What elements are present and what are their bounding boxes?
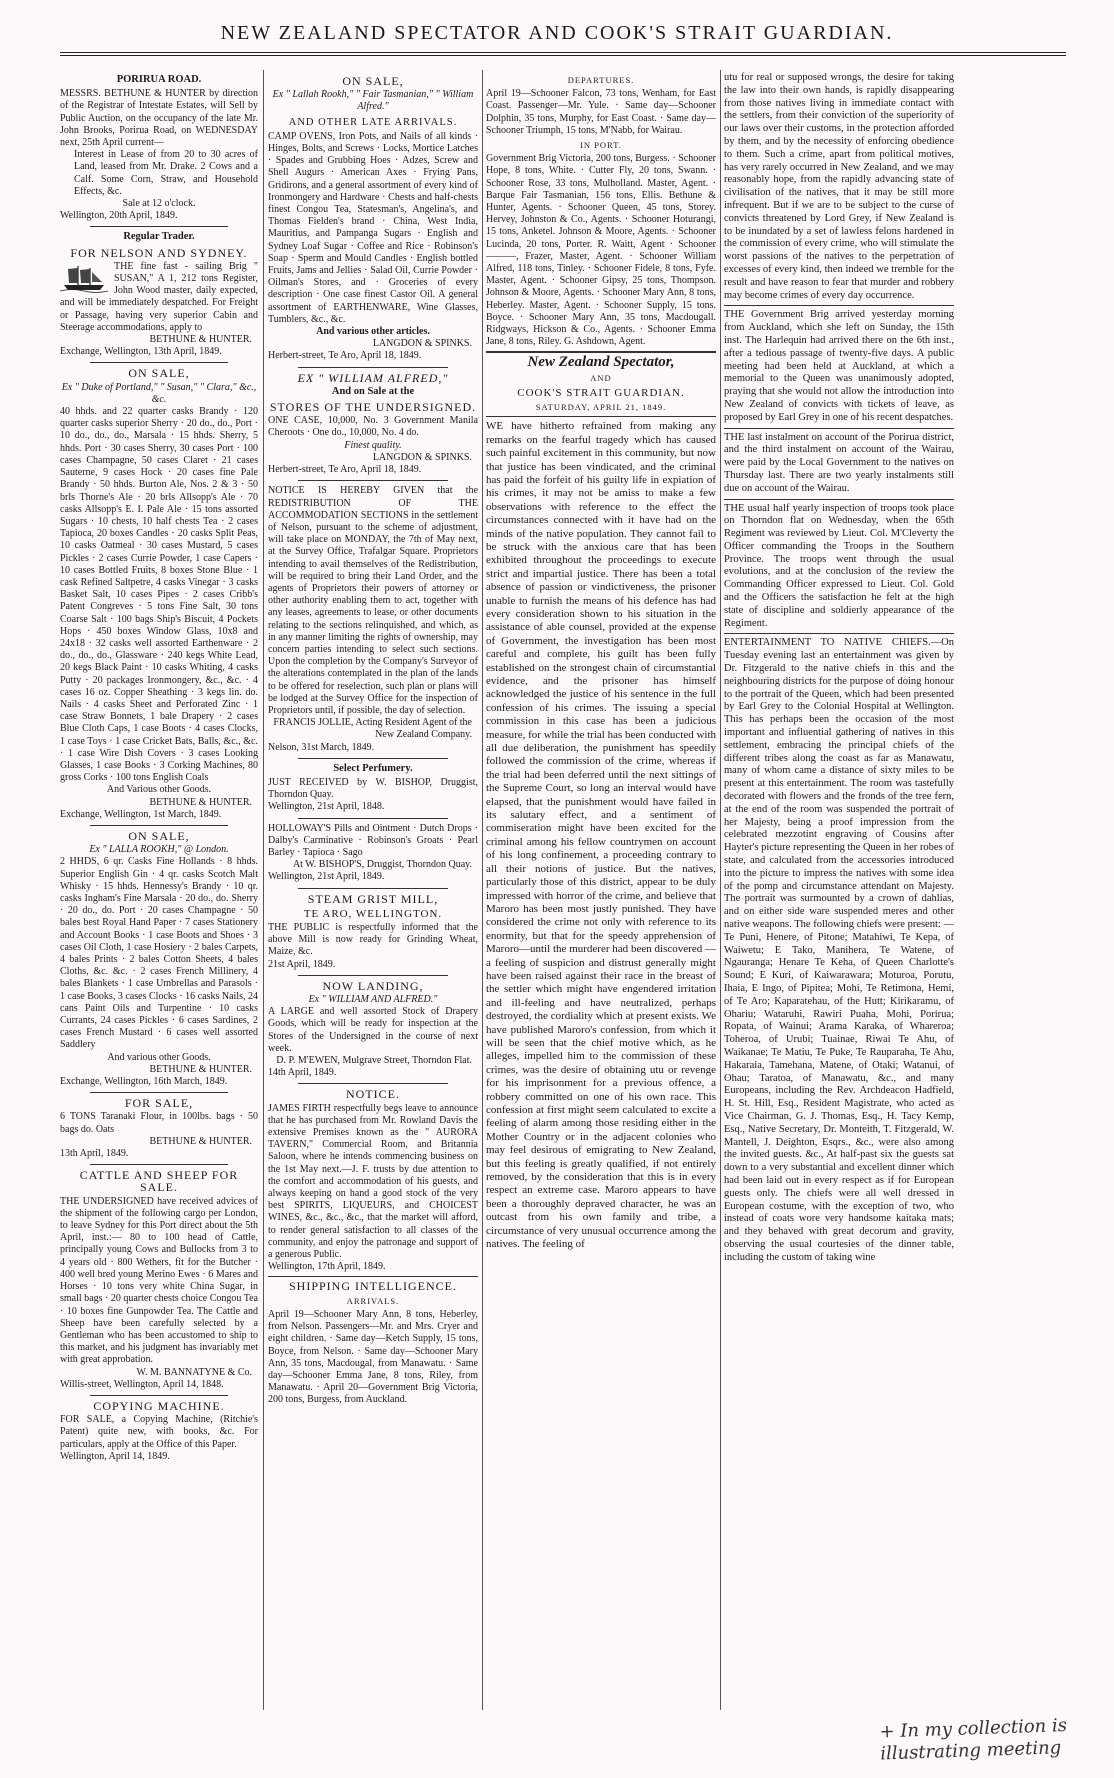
copying-date: Wellington, April 14, 1849. [60, 1450, 170, 1462]
sale3-heading: FOR SALE, [124, 1096, 194, 1111]
column-4 [724, 72, 954, 1712]
arrivals-other: And various other articles. [316, 326, 430, 338]
firth-notice-body: JAMES FIRTH respectfully begs leave to announce that he has purchased from Mr. Rowland Davis the extensive Premises known as the " AURORA TAVERN," Commercial Room, and Britannia Saloon, where he intends commencing business on the 1st May next.—J. F. trusts by due attention to the comfort and accommodation of his guests, and always keeping on hand a good stock of the very best SPIRITS, LIQUEURS, and CHOICEST WINES, &c., &c., &c., that the market will afford, to render general satisfaction to all classes of the community, and enjoy the patronage and support of a generous Public. [268, 1102, 478, 1261]
arrivals-signature: LANGDON & SPINKS. [372, 338, 472, 350]
column-3 [486, 72, 716, 1712]
firth-notice-date: Wellington, 17th April, 1849. [268, 1261, 386, 1273]
divider [90, 825, 228, 826]
wa-date: Herbert-street, Te Aro, April 18, 1849. [268, 464, 422, 476]
porirua-items: Interest in Lease of from 20 to 30 acres of Land, leased from Mr. Drake. 2 Cows and a Calf. Some Corn, Straw, and Household Effects, &c. [74, 149, 258, 197]
sale2-list: 2 HHDS, 6 qr. Casks Fine Hollands · 8 hhds. Superior English Gin · 4 qr. casks Scotch Malt Whisky · 15 hhds. Hennessy's Brandy · 10 qr. casks Ingham's Fine Marsala · 20 do., do. Sherry · 20 do., do. Port · 20 cases Champagne · 50 bales best Royal Hand Paper · 7 cases Stationery and Account Books · 1 case Boots and Shoes · 3 cases Oil Cloth, 1 case Hosiery · 2 bales Carpets, 4 bales Prints · 2 bales Cotton Sheets, 4 bales Cloths, &c. &c. · 2 cases French Millinery, 4 bales Blankets · 1 case Umbrellas and Parasols · 1 case Books, 3 cases Clocks · 16 casks Nails, 24 cans Paint Oils and Turpentine · 10 casks Currants, 24 cases Pickles · 6 cases Sardines, 2 cases French Mustard · 6 cases well assorted Saddlery [60, 856, 258, 1051]
column-divider [482, 70, 483, 1710]
perfumery-body: JUST RECEIVED by W. BISHOP, Druggist, Thorndon Quay. [268, 776, 478, 801]
trader-signature: BETHUNE & HUNTER. [149, 334, 252, 346]
nelson-notice-body: NOTICE IS HEREBY GIVEN that the REDISTRIBUTION OF THE ACCOMMODATION SECTIONS in the settlement of Nelson, pursuant to the scheme of adjustment, will take place on MONDAY, the 7th of May next, at the Survey Office, Trafalgar Square. Proprietors intending to avail themselves of the Redistribution, will be required to bring their Land Order, and the agents of Proprietors their powers of attorney or other authority enabling them to act, together with any leases, agreements to lease, or other documents relating to the sections relinquished, and which, as in any manner limiting the rights of ownership, may concern parties intending to select such sections. Upon the completion by the Company's Surveyor of the alterations contemplated in the plan of the lands to be offered for reselection, such plan or plans will be lodged at the Survey Office for the inspection of Proprietors until, if possible, the day of selection. [268, 485, 478, 716]
mill-subheading: TE ARO, WELLINGTON. [303, 907, 443, 920]
sale1-list: 40 hhds. and 22 quarter casks Brandy · 120 quarter casks superior Sherry · 20 do., do., Port · 10 do., do., do., Marsala · 15 hhds. Sherry, 5 hhds. Port · 30 cases Sherry, 30 cases Port · 100 cases Champagne, 50 cases Claret · 21 cases Sauterne, 9 cases Hock · 20 cases fine Pale Brandy · 50 hhds. Burton Ale, Nos. 2 & 3 · 50 brls Thorne's Ale · 20 brls Allsopp's Ale · 70 casks Allsopp's E. I. Pale Ale · 15 tons assorted Sugars · 10 chests, 10 half chests Tea · 2 cases Tapioca, 20 boxes Candles · 20 casks Split Peas, 10 casks Oatmeal · 30 cases Mustard, 5 cases Pickles · 2 cases Currie Powder, 1 case Capers · 10 cases Bottled Fruits, 8 boxes Stone Blue · 1 cask Refined Saltpetre, 4 casks Vinegar · 3 casks Basket Salt, 10 cases Pipes · 2 cases Cribb's Patent Congreves · 5 tons Fine Salt, 30 tons Coarse Salt · 100 bags Ship's Biscuit, 4 Pockets Hops · 450 boxes Window Glass, 10x8 and 24x18 · 32 casks well assorted Earthenware · 2 do., do., do., Glassware · 240 kegs White Lead, 20 kegs Black Paint · 10 casks Whiting, 4 casks Putty · 20 packages Ironmongery, &c., &c. · 4 cases 16 oz. Copper Sheathing · 3 kegs lin. do. Nails · 4 casks Sheet and Perforated Zinc · 1 case Straw Bonnets, 1 bale Drapery · 2 cases Blue Cloth Caps, 1 case Boots · 4 cases Clocks, 1 case Toys · 1 case Cricket Bats, Balls, &c., &c. · 1 case Wire Dish Covers · 3 cases Looking Glasses, 1 case Books · 3 Corking Machines, 80 gross Corks · 100 tons English Coals [60, 406, 258, 784]
porirua-body: MESSRS. BETHUNE & HUNTER by direction of the Registrar of Intestate Estates, will Sell by Public Auction, on the occupancy of the late Mr. John Brooks, Porirua Road, on WEDNESDAY next, 25th April current— [60, 88, 258, 149]
divider [90, 362, 228, 363]
divider [298, 1083, 448, 1084]
divider [724, 633, 954, 634]
wa-quality: Finest quality. [344, 439, 402, 451]
masthead-rule-bottom [60, 55, 1066, 56]
divider [90, 1395, 228, 1396]
divider [298, 480, 448, 481]
sale3-signature: BETHUNE & HUNTER. [149, 1135, 252, 1147]
divider [486, 351, 716, 353]
paper-dateline: SATURDAY, APRIL 21, 1849. [535, 402, 667, 413]
copying-heading: COPYING MACHINE. [93, 1398, 225, 1413]
arrivals-label: ARRIVALS. [346, 1295, 400, 1306]
arrivals-date: Herbert-street, Te Aro, April 18, 1849. [268, 350, 422, 362]
landing-date: 14th April, 1849. [268, 1067, 337, 1079]
shipping-heading: SHIPPING INTELLIGENCE. [289, 1279, 457, 1294]
cattle-heading: CATTLE AND SHEEP FOR SALE. [79, 1168, 239, 1195]
sale1-date: Exchange, Wellington, 1st March, 1849. [60, 808, 222, 820]
divider [298, 888, 448, 889]
departures-label: DEPARTURES. [567, 75, 635, 85]
cattle-date: Willis-street, Wellington, April 14, 1848. [60, 1378, 224, 1390]
native-chiefs-news: ENTERTAINMENT TO NATIVE CHIEFS.—On Tuesday evening last an entertainment was given by Dr. Fitzgerald to the native chiefs in this and the neighbouring districts for the purpose of doing honour to the portrait of the Queen, which had been presented by Earl Grey to the Colonial Hospital at Wellington. This has perhaps been the occasion of the most important and influential gathering of natives in this settlement, embracing the principal chiefs of the different tribes along the coast as far as Manawatu, many of whom came a distance of sixty miles to be present at this entertainment. The room was tastefully decorated with flowers and the fronds of the tree fern, at the end of the room was suspended the portrait of her Majesty, being a proof impression from the celebrated mezzotint engraving of Cousins after Hayter's picture representing the Queen in her robes of state, and calculated from the accessories introduced into the picture to impress the natives with some idea of the pomp and circumstance attendant on Majesty. The portrait was surmounted by a crown of dahlias, and on either side ware suspended meres and other native weapons. The following chiefs were present: —Te Puni, Henere, of Pitone; Matahiwi, Te Kepa, of Waiwetu; E Tako, Manihera, Te Watene, of Ngauranga; Henare Te Keha, of Queen Charlotte's Sound; E Kuri, of Kaiwarawara; Moturoa, Porutu, Ihaia, E Ingo, of Pipitea; Mohi, Te Retimona, Hemi, of Te Aro; Kaparatehau, of the Hutt; Kirikaramu, of Ohariu; Wataruhi, Rawiri Puaha, Mohi, Porirua; Ropata, of Wainui; Arama Karaka, of Whareroa; Toheroa, of Urubi; Tuainae, Riwai Te Ahu, of Waikanae; Te Matiu, Te Puke, Te Rauparaha, Te Ahu, Hakaraia, Tamehana, Matene, of Otaki; Watanui, of Ohau; Taratoa, of Manawatu, &c., and many Europeans, including the Rev. Archdeacon Hadfield, H. St. Hill, Esq., Resident Magistrate, who acted as Vice Chairman, G. J. Thomas, Esq., H. Tacy Kemp, Esq., Native Secretary, Dr. Monteith, T. Fitzgerald, W. Mantell, J. Deighton, Esqrs., &c., were also among the invited guests. &c., At half-past six the guests sat down to a very substantial and excellent dinner which had been laid out in every respect as if for European guests only. The chiefs were all well dressed in European costume, with the exception of two, who instead of coats wore very handsome kaitaka mats; and they behaved with great decorum and gravity, observing the usual courtesies of the dinner table, including the custom of taking wine [724, 637, 954, 1263]
masthead-rule-top [60, 52, 1066, 53]
divider [724, 428, 954, 429]
nelson-notice-signature: FRANCIS JOLLIE, Acting Resident Agent of the New Zealand Company. [273, 717, 472, 741]
wa-subheading: And on Sale at the [331, 385, 415, 397]
column-divider [720, 70, 721, 1710]
trader-date: Exchange, Wellington, 13th April, 1849. [60, 346, 222, 358]
divider [486, 416, 716, 417]
editorial-continued: utu for real or supposed wrongs, the desire for taking the law into their own hands, is rapidly disappearing from those natives living in immediate contact with the settlers, from their conviction of the superiority of our laws over their customs, in the protection afforded by them, and by the necessity of enforcing obedience to them. Such a crime, apart from political motives, has very rarely occurred in New Zealand, and we may reasonably hope, from the rapidly advancing state of civilisation of the natives, that it may be still more infrequent. But if we are to be subject to the curse of convicts threatened by Lord Grey, if New Zealand is to be inundated by a set of lawless felons hardened in the commission of every crime, who will stimulate the worst passions of the natives to the perpetration of excesses of every kind, then indeed we tremble for the result and have reason to fear that murder and robbery may become crimes of every day occurrence. [724, 72, 954, 301]
copying-body: FOR SALE, a Copying Machine, (Ritchie's Patent) quite new, with books, &c. For particulars, apply at the Office of this Paper. [60, 1414, 258, 1450]
holloway-signature: At W. BISHOP'S, Druggist, Thorndon Quay. [292, 859, 472, 871]
nelson-notice-date: Nelson, 31st March, 1849. [268, 741, 375, 753]
porirua-heading: PORIRUA ROAD. [116, 74, 202, 85]
sale3-date: 13th April, 1849. [60, 1148, 129, 1160]
shipping-arrivals: April 19—Schooner Mary Ann, 8 tons, Heberley, from Nelson. Passengers—Mr. and Mrs. Cryer and eight children. · Same day—Ketch Supply, 15 tons, Boyce, from Nelson. · Same day—Schooner Mary Ann, 35 tons, Macdougal, from Manawatu. · Same day—Schooner Emma Jane, 8 tons, Riley, from Manawatu. · April 20—Government Brig Victoria, 200 tons, Burgess, from Auckland. [268, 1308, 478, 1406]
arrivals-heading: AND OTHER LATE ARRIVALS. [288, 116, 458, 128]
landing-heading: NOW LANDING, [322, 978, 424, 993]
ship-icon [60, 263, 108, 293]
wa-heading: EX " WILLIAM ALFRED," [297, 370, 449, 385]
perfumery-heading: Select Perfumery. [333, 762, 413, 774]
perfumery-date: Wellington, 21st April, 1848. [268, 801, 385, 813]
trader-body: THE fine fast - sailing Brig " SUSAN," A 1, 212 tons Register, John Wood master, daily expected, and will be immediately despatched. For Freight or Passage, having very superior Cabin and Steerage accommodations, apply to [60, 260, 258, 333]
wa-signature: LANGDON & SPINKS. [372, 451, 472, 463]
sale2-ex: Ex " LALLA ROOKH," @ London. [89, 844, 229, 856]
sale2-date: Exchange, Wellington, 16th March, 1849. [60, 1076, 228, 1088]
column-1 [60, 72, 258, 1712]
sale1-signature: BETHUNE & HUNTER. [149, 796, 252, 808]
divider [90, 1092, 228, 1093]
firth-notice-heading: NOTICE. [346, 1087, 400, 1102]
landing-ex: Ex " WILLIAM AND ALFRED." [308, 994, 438, 1006]
divider [298, 758, 448, 759]
sale2-signature: BETHUNE & HUNTER. [149, 1063, 252, 1075]
cattle-signature: W. M. BANNATYNE & Co. [136, 1366, 252, 1378]
landing-signature: D. P. M'EWEN, Mulgrave Street, Thorndon Flat. [276, 1055, 472, 1067]
mill-date: 21st April, 1849. [268, 958, 336, 970]
paper-title: New Zealand Spectator, [527, 354, 675, 371]
column-divider [263, 70, 264, 1710]
divider [298, 367, 448, 368]
troops-news: THE usual half yearly inspection of troops took place on Thorndon flat on Wednesday, when the 65th Regiment was reviewed by Lieut. Col. M'Cleverty the Officer commanding the Troops in the Southern Province. The troops went through the usual evolutions, and at the conclusion of the review the Commanding Officer expressed to Lieut. Col. Gold and the Officers the satisfaction he felt at the high state of discipline and soldierly appearance of the Regiment. [724, 502, 954, 629]
divider [298, 818, 448, 819]
masthead: NEW ZEALAND SPECTATOR AND COOK'S STRAIT GUARDIAN. [220, 22, 894, 44]
in-port-list: Government Brig Victoria, 200 tons, Burgess. · Schooner Hope, 8 tons, White. · Cutter Fly, 20 tons, Swann. · Schooner Rose, 33 tons, Mulholland. Master, Agent. · Barque Fair Tasmanian, 156 tons, Ellis. Bethune & Hunter, Agents. · Schooner Queen, 45 tons, Storey. Hervey, Johnston & Co., Agents. · Schooner Hoturangi, 15 tons, Anketel. Johnson & Moore, Agents. · Schooner Lucinda, 20 tons, Porter. R. Waitt, Agent · Schooner ———, Frazer, Master, Agent. · Schooner William Alfred, 118 tons, Tinley. · Schooner Fidele, 8 tons, Fyfe. Master, Agent. · Schooner Gipsy, 25 tons, Thompson. Johnson & Moore, Agents. · Schooner Mary Ann, 8 tons, Heberley. Master, Agent. · Schooner Supply, 15 tons. Boyce. · Schooner Mary Ann, 35 tons, Macdougall. Ridgways, Hickson & Co., Agents. · Schooner Emma Jane, 8 tons, Riley. G. Ashdown, Agent. [486, 153, 716, 348]
divider [90, 226, 228, 227]
handwritten-annotation: + In my collection is illustrating meeting [879, 1714, 1068, 1765]
wa-stores: STORES OF THE UNDERSIGNED. [269, 400, 477, 415]
arrivals-list: CAMP OVENS, Iron Pots, and Nails of all kinds · Hinges, Bolts, and Screws · Locks, Mortice Latches · Spades and Grubbing Hoes · Adzes, Screw and Shell Augurs · American Axes · Frying Pans, Gridirons, and a general assortment of every kind of Ironmongery and Hardware · Chests and half-chests finest Congou Tea, Statesman's, Angelina's, and Thomas Fielden's brand · China, West India, Mauritius, and Pampanga Sugars · English and Sydney Loaf Sugar · Coffee and Rice · Robinson's Soap · Sperm and Mould Candles · English bottled Fruits, Jams and Jellies · Salad Oil, Currie Powder · Oilman's Stores, and · Groceries of every description · One case finest Castor Oil. A general assortment of EARTHENWARE, Wine Glasses, Tumblers, &c., &c. [268, 130, 478, 325]
wa-body: ONE CASE, 10,000, No. 3 Government Manila Cheroots · One do., 10,000, No. 4 do. [268, 415, 478, 439]
porirua-sale-time: Sale at 12 o'clock. [122, 198, 196, 210]
instalment-news: THE last instalment on account of the Porirua district, and the third instalment on account of the Wairau, were paid by the Local Government to the natives on Thursday last. There are two yearly instalments still due on account of the Wairau. [724, 431, 954, 494]
paper-title-and: AND [590, 372, 612, 383]
sale2-heading: ON SALE, [128, 828, 190, 843]
editorial-body: WE have hitherto refrained from making any remarks on the fearful tragedy which has caused such painful excitement in this community, but now that justice has been vindicated, and the criminal has paid the forfeit of his guilty life in expiation of his crimes, it may not be amiss to make a few observations with reference to the effect the circumstances connected with it have had on the minds of the native population. They cannot fail to be struck with the anxious care that has been exhibited throughout the proceedings to execute strict and impartial justice. There has been a total absence of passion or vindictiveness, the prisoner unable to furnish the means of his defence has had every consideration shown to his situation in the assistance of able counsel, provided at the expense of Government, the investigation has been most careful and complete, his guilt has been fully established on the strongest chain of circumstantial evidence, and the prisoner has himself acknowledged the justice of his sentence in the full confession of his crimes. The issuing a special commission in this case has been a judicious measure, for while the trial has been conducted with all due deliberation, the punishment has speedily followed the commission of the crime, whereas if the trial had been deferred until the next sittings of the Supreme Court, so long an interval would have elapsed, that the punishment would have failed in its salutary effect, and a sentiment of commiseration might have been excited for the criminal among his fellow countrymen on account of his long confinement, a proceeding contrary to all their notions of justice. But the natives, particularly those of this district, appear to be duly impressed with horror of the crime, and believe that Maroro has been most justly punished. They have considered the crime not only with reference to its enormity, but that for the speedy apprehension of Maroro—until the murderer had been discovered — a feeling of suspicion and distrust generally might have been raised against their race in the breast of the settler which might have engendered irritation and ill-feeling and have neutralized, perhaps destroyed, the cordiality which at present exists. We have published Maroro's confession, from which it will be seen that the chief motive which, as he alleges, impelled him to the commission of these crimes, was the desire of obtaining utu or revenge for his imprisonment for a previous offence, a robbery committed on one of his own race. This confession at first might seem calculated to excite a feeling of alarm among those residing either in the Mother Country or in the adjacent colonies who may feel desirous of emigrating to New Zealand, but this feeling is greatly qualified, if not entirely removed, by the consideration that this is in every respect an extreme case. Maroro appears to have been a thoroughly depraved character, he was an outcast from his own family and tribe, a circumstance of very unusual occurrence among the natives. The feeling of [486, 420, 716, 1251]
porirua-date: Wellington, 20th April, 1849. [60, 210, 178, 222]
column-2 [268, 72, 478, 1712]
divider [724, 499, 954, 500]
divider [298, 975, 448, 976]
trader-subheading: FOR NELSON AND SYDNEY. [70, 245, 248, 260]
col2-sale-heading: ON SALE, [342, 74, 404, 88]
sale3-list: 6 TONS Taranaki Flour, in 100lbs. bags · 50 bags do. Oats [60, 1111, 258, 1135]
holloway-body: HOLLOWAY'S Pills and Ointment · Dutch Drops · Dalby's Carminative · Robinson's Groats · Pearl Barley · Tapioca · Sago [268, 822, 478, 858]
government-brig-news: THE Government Brig arrived yesterday morning from Auckland, which she left on Sunday, the 15th inst. The Harlequin had arrived there on the 6th inst., after a tedious passage of twenty-five days. A public meeting had been held at Auckland, at which a memorial to the Queen was unanimously adopted, praying that she would not allow the introduction into New Zealand of convicts with tickets of leave, as proposed by Earl Grey in one of his recent despatches. [724, 309, 954, 423]
col2-sale-ex: Ex " Lallah Rookh," " Fair Tasmanian," " William Alfred." [272, 89, 474, 113]
divider [268, 1276, 478, 1277]
mill-body: THE PUBLIC is respectfully informed that the above Mill is now ready for Grinding Wheat, Maize, &c. [268, 922, 478, 958]
sale1-other: And Various other Goods. [106, 784, 212, 796]
sale2-other: And various other Goods. [107, 1051, 211, 1063]
trader-heading: Regular Trader. [123, 231, 195, 243]
divider [724, 305, 954, 306]
holloway-date: Wellington, 21st April, 1849. [268, 871, 385, 883]
in-port-label: IN PORT. [580, 140, 622, 151]
paper-subtitle: COOK'S STRAIT GUARDIAN. [517, 386, 685, 399]
divider [90, 1164, 228, 1165]
sale1-ex: Ex " Duke of Portland," " Susan," " Clara," &c., &c. [61, 381, 257, 405]
mill-heading: STEAM GRIST MILL, [307, 891, 439, 906]
landing-body: A LARGE and well assorted Stock of Drapery Goods, which will be ready for inspection at the Stores of the Undersigned in the course of next week. [268, 1006, 478, 1054]
sale1-heading: ON SALE, [128, 366, 190, 381]
departures-list: April 19—Schooner Falcon, 73 tons, Wenham, for East Coast. Passenger—Mr. Yule. · Same day—Schooner Dolphin, 35 tons, Murphy, for East Coast. · Same day—Schooner Triumph, 15 tons, M'Nabb, for Wairau. [486, 88, 716, 136]
cattle-body: THE UNDERSIGNED have received advices of the shipment of the following cargo per London, to leave Sydney for this Port direct about the 5th April, inst.:— 80 to 100 head of Cattle, principally young Cows and Bullocks from 3 to 4 years old · 800 Wethers, fit for the Butcher · 400 well bred young Merino Ewes · 6 Mares and Horses · 10 tons very white China Sugar, in small bags · 20 quarter chests choice Congou Tea · 10 boxes fine Gunpowder Tea. The Cattle and Sheep have been carefully selected by a Gentleman who has been accustomed to ship to this market, and his judgment has invariably met with great approbation. [60, 1195, 258, 1366]
